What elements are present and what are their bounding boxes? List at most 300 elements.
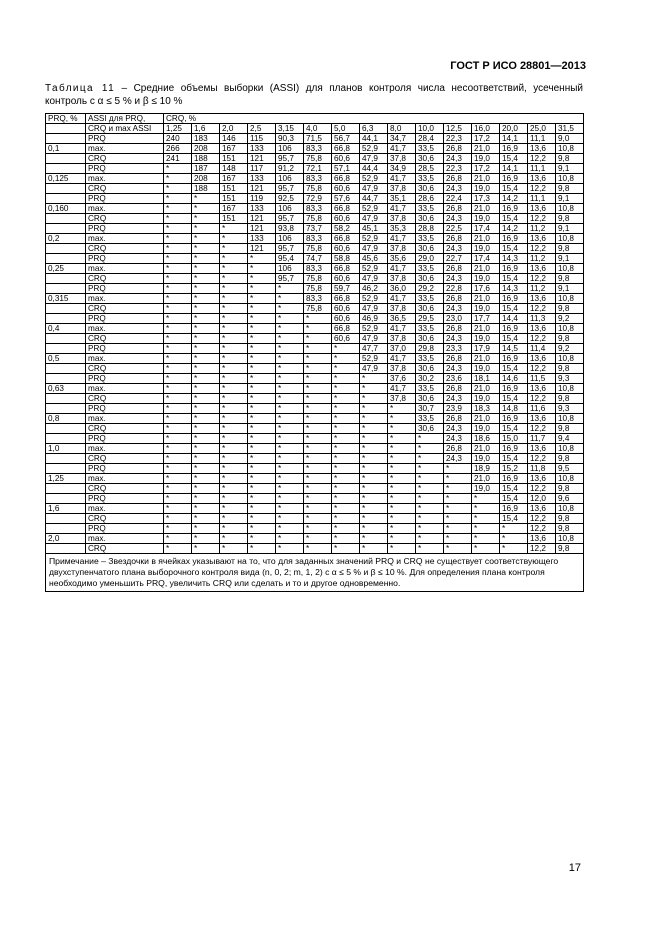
table-cell-value: 11,1 [528, 134, 556, 144]
table-cell-value: 95,7 [276, 184, 304, 194]
header-crq-value: 12,5 [444, 124, 472, 134]
table-cell-value: * [220, 394, 248, 404]
table-row [46, 494, 584, 504]
table-cell-empty [46, 454, 86, 464]
table-cell-value: 37,8 [388, 244, 416, 254]
table-cell-value: 15,4 [500, 334, 528, 344]
table-cell-value: * [220, 244, 248, 254]
table-cell-value: * [332, 474, 360, 484]
table-cell-value: * [332, 524, 360, 534]
table-cell-value: 11,1 [528, 164, 556, 174]
table-cell-value: 26,8 [444, 174, 472, 184]
table-cell-value: 57,6 [332, 194, 360, 204]
table-cell-value: 22,5 [444, 224, 472, 234]
table-cell-value: 10,8 [556, 534, 584, 544]
table-cell-value: * [164, 534, 192, 544]
table-cell-value: 241 [164, 154, 192, 164]
table-cell-value: 33,5 [416, 264, 444, 274]
table-cell-value: * [388, 504, 416, 514]
table-cell-value: * [164, 354, 192, 364]
table-cell-value: * [360, 394, 388, 404]
table-cell-empty [46, 214, 86, 224]
table-cell-row-label: PRQ [86, 314, 164, 324]
table-cell-prq: 0,8 [46, 414, 86, 424]
table-cell-value: * [360, 504, 388, 514]
table-cell-prq: 0,125 [46, 174, 86, 184]
table-cell-value: 95,4 [276, 254, 304, 264]
table-cell-value: 23,6 [444, 374, 472, 384]
table-cell-value: * [220, 544, 248, 554]
table-cell-value: 30,6 [416, 304, 444, 314]
table-cell-value: * [248, 514, 276, 524]
table-cell-value: * [276, 494, 304, 504]
table-cell-value: 95,7 [276, 244, 304, 254]
table-cell-value: * [360, 494, 388, 504]
table-cell-value: * [360, 454, 388, 464]
table-cell-value: 17,4 [472, 254, 500, 264]
table-cell-row-label: PRQ [86, 494, 164, 504]
table-cell-empty [46, 304, 86, 314]
table-cell-value: 12,2 [528, 484, 556, 494]
table-cell-value: * [220, 284, 248, 294]
table-cell-value: * [276, 544, 304, 554]
table-cell-value: * [276, 464, 304, 474]
table-cell-value: 16,9 [500, 264, 528, 274]
table-cell-row-label: max. [86, 384, 164, 394]
table-cell-value: 12,2 [528, 184, 556, 194]
table-cell-value: * [248, 264, 276, 274]
table-cell-value: 26,8 [444, 444, 472, 454]
table-cell-value: * [164, 364, 192, 374]
table-cell-value: * [472, 534, 500, 544]
table-cell-value: 19,0 [472, 184, 500, 194]
table-cell-value: 28,4 [416, 134, 444, 144]
table-cell-value: 44,1 [360, 134, 388, 144]
table-cell-value: * [332, 544, 360, 554]
table-cell-value: * [304, 334, 332, 344]
table-cell-value: * [248, 534, 276, 544]
header-crq-group: CRQ, % [164, 114, 584, 124]
table-cell-row-label: max. [86, 474, 164, 484]
table-cell-value: 75,8 [304, 244, 332, 254]
table-cell-value: 37,0 [388, 344, 416, 354]
table-cell-value: * [332, 354, 360, 364]
table-cell-value: 188 [192, 184, 220, 194]
table-cell-value: 10,8 [556, 384, 584, 394]
table-row [46, 354, 584, 364]
table-cell-value: * [220, 344, 248, 354]
table-cell-value: * [332, 444, 360, 454]
table-cell-value: 26,8 [444, 414, 472, 424]
table-cell-value: * [248, 324, 276, 334]
table-cell-value: * [416, 454, 444, 464]
table-caption-text: – Средние объемы выборки (ASSI) для планов контроля числа несоответствий, усеченный контроль с α ≤ 5 % и β ≤ 10 % [45, 83, 584, 107]
table-cell-value: 17,3 [472, 194, 500, 204]
table-cell-value: * [192, 244, 220, 254]
table-cell-value: * [500, 524, 528, 534]
table-cell-value: 35,1 [388, 194, 416, 204]
table-cell-row-label: max. [86, 414, 164, 424]
table-cell-row-label: PRQ [86, 374, 164, 384]
table-cell-value: 10,8 [556, 264, 584, 274]
table-cell-value: * [332, 424, 360, 434]
table-cell-value: * [220, 504, 248, 514]
table-cell-value: 30,6 [416, 424, 444, 434]
table-cell-value: * [388, 544, 416, 554]
table-cell-empty [46, 484, 86, 494]
table-cell-value: * [332, 434, 360, 444]
table-cell-row-label: CRQ [86, 184, 164, 194]
table-cell-empty [46, 544, 86, 554]
table-cell-value: * [304, 374, 332, 384]
table-cell-value: * [472, 494, 500, 504]
table-cell-value: 9,8 [556, 524, 584, 534]
table-cell-value: 167 [220, 174, 248, 184]
table-cell-value: 28,6 [416, 194, 444, 204]
table-cell-empty [46, 284, 86, 294]
header-crq-value: 6,3 [360, 124, 388, 134]
table-cell-value: 167 [220, 144, 248, 154]
table-cell-value: * [192, 534, 220, 544]
header-empty-cell [46, 124, 86, 134]
table-cell-empty [46, 224, 86, 234]
table-cell-value: * [248, 444, 276, 454]
table-cell-value: * [332, 384, 360, 394]
table-cell-value: 15,4 [500, 274, 528, 284]
table-cell-value: * [304, 494, 332, 504]
table-cell-value: 9,1 [556, 194, 584, 204]
table-cell-value: 10,8 [556, 354, 584, 364]
table-cell-empty [46, 344, 86, 354]
table-cell-value: 15,0 [500, 434, 528, 444]
page-number: 17 [568, 862, 581, 874]
table-cell-value: 83,3 [304, 204, 332, 214]
table-cell-value: * [192, 204, 220, 214]
table-cell-value: * [444, 494, 472, 504]
table-cell-value: 75,8 [304, 184, 332, 194]
table-cell-value: 106 [276, 174, 304, 184]
table-cell-value: 14,2 [500, 224, 528, 234]
table-cell-value: 17,2 [472, 164, 500, 174]
table-cell-value: 30,6 [416, 154, 444, 164]
table-cell-value: 21,0 [472, 234, 500, 244]
table-row [46, 424, 584, 434]
table-cell-value: * [388, 444, 416, 454]
table-cell-value: 95,7 [276, 274, 304, 284]
table-cell-value: 13,6 [528, 474, 556, 484]
table-cell-value: * [332, 494, 360, 504]
table-cell-value: 24,3 [444, 154, 472, 164]
table-cell-value: * [276, 414, 304, 424]
table-cell-value: 16,9 [500, 474, 528, 484]
table-cell-value: 12,2 [528, 304, 556, 314]
table-cell-value: 83,3 [304, 174, 332, 184]
table-cell-value: * [276, 424, 304, 434]
table-cell-value: * [220, 474, 248, 484]
table-cell-value: 10,8 [556, 444, 584, 454]
table-caption-label: Таблица 11 [45, 83, 116, 94]
table-cell-value: 41,7 [388, 324, 416, 334]
table-cell-value: 13,6 [528, 354, 556, 364]
table-cell-value: * [164, 204, 192, 214]
table-cell-value: 9,6 [556, 494, 584, 504]
table-cell-value: 47,9 [360, 304, 388, 314]
table-cell-value: 16,9 [500, 324, 528, 334]
table-cell-value: 121 [248, 184, 276, 194]
table-cell-value: 19,0 [472, 274, 500, 284]
table-cell-value: 47,9 [360, 154, 388, 164]
table-cell-value: * [164, 174, 192, 184]
table-row [46, 444, 584, 454]
table-cell-value: * [192, 214, 220, 224]
table-cell-value: * [416, 474, 444, 484]
table-cell-value: 66,8 [332, 174, 360, 184]
table-cell-value: 21,0 [472, 384, 500, 394]
table-cell-value: 133 [248, 174, 276, 184]
table-cell-row-label: CRQ [86, 154, 164, 164]
table-cell-value: 30,6 [416, 394, 444, 404]
table-cell-prq: 1,0 [46, 444, 86, 454]
table-cell-value: * [220, 404, 248, 414]
table-cell-value: 24,3 [444, 244, 472, 254]
table-cell-value: 24,3 [444, 214, 472, 224]
table-cell-empty [46, 494, 86, 504]
table-cell-value: 90,3 [276, 134, 304, 144]
table-cell-value: 121 [248, 214, 276, 224]
table-cell-value: 60,6 [332, 154, 360, 164]
table-cell-value: 57,1 [332, 164, 360, 174]
table-cell-value: * [192, 344, 220, 354]
table-cell-value: 75,8 [304, 214, 332, 224]
table-cell-value: 19,0 [472, 154, 500, 164]
table-cell-value: 29,2 [416, 284, 444, 294]
table-cell-value: 12,2 [528, 364, 556, 374]
table-cell-value: 29,8 [416, 344, 444, 354]
table-cell-value: * [164, 254, 192, 264]
table-cell-row-label: max. [86, 294, 164, 304]
table-cell-value: 117 [248, 164, 276, 174]
table-cell-value: 17,6 [472, 284, 500, 294]
table-cell-prq: 0,160 [46, 204, 86, 214]
table-cell-row-label: max. [86, 504, 164, 514]
table-cell-value: 37,8 [388, 364, 416, 374]
table-cell-value: 19,0 [472, 304, 500, 314]
table-cell-value: 24,3 [444, 274, 472, 284]
table-cell-value: 9,2 [556, 314, 584, 324]
table-cell-value: 26,8 [444, 324, 472, 334]
table-cell-value: * [192, 334, 220, 344]
table-cell-value: 46,9 [360, 314, 388, 324]
table-cell-value: * [304, 404, 332, 414]
table-cell-value: * [220, 224, 248, 234]
table-cell-value: * [192, 374, 220, 384]
table-cell-value: 26,8 [444, 384, 472, 394]
table-cell-value: 41,7 [388, 384, 416, 394]
table-cell-value: * [192, 424, 220, 434]
table-cell-value: * [276, 434, 304, 444]
table-cell-value: * [304, 354, 332, 364]
table-cell-value: 30,6 [416, 214, 444, 224]
table-cell-value: 15,2 [500, 464, 528, 474]
table-cell-value: * [192, 414, 220, 424]
table-cell-value: 74,7 [304, 254, 332, 264]
table-note: Примечание – Звездочки в ячейках указывают на то, что для заданных значений PRQ и CRQ не существует соответствующего двухступенчатого плана выборочного контроля вида (n, 0, 2; m, 1, 2) с α ≤ 5 % и β ≤ 10 %. Для определения плана контроля необходимо уменьшить PRQ, увеличить CRQ или сделать и то и другое одновременно. [46, 554, 584, 592]
table-row [46, 234, 584, 244]
table-header-row-1 [46, 114, 584, 124]
table-cell-value: 9,3 [556, 404, 584, 414]
table-cell-value: 15,4 [500, 364, 528, 374]
table-row [46, 294, 584, 304]
table-cell-value: 14,1 [500, 134, 528, 144]
table-cell-value: 22,3 [444, 164, 472, 174]
table-cell-value: * [360, 444, 388, 454]
table-cell-value: * [248, 344, 276, 354]
table-cell-value: * [164, 224, 192, 234]
table-cell-value: * [220, 234, 248, 244]
table-row [46, 484, 584, 494]
table-cell-row-label: max. [86, 534, 164, 544]
table-cell-value: 30,6 [416, 364, 444, 374]
table-cell-value: * [276, 454, 304, 464]
table-cell-value: 60,6 [332, 184, 360, 194]
table-cell-value: * [248, 504, 276, 514]
table-cell-value: * [472, 514, 500, 524]
table-cell-value: * [220, 364, 248, 374]
table-cell-value: * [332, 374, 360, 384]
table-row [46, 264, 584, 274]
table-cell-value: 95,7 [276, 214, 304, 224]
table-row [46, 474, 584, 484]
table-cell-value: 16,9 [500, 204, 528, 214]
table-cell-value: 52,9 [360, 234, 388, 244]
table-cell-value: 26,8 [444, 204, 472, 214]
table-cell-value: 9,1 [556, 224, 584, 234]
table-cell-row-label: PRQ [86, 134, 164, 144]
table-cell-value: * [192, 354, 220, 364]
table-cell-value: 12,2 [528, 524, 556, 534]
table-cell-value: * [416, 464, 444, 474]
table-cell-value: 11,1 [528, 194, 556, 204]
table-cell-value: 21,0 [472, 144, 500, 154]
table-cell-value: 75,8 [304, 304, 332, 314]
table-cell-value: * [276, 474, 304, 484]
table-row [46, 454, 584, 464]
table-row [46, 164, 584, 174]
table-cell-value: * [304, 454, 332, 464]
table-cell-value: 121 [248, 244, 276, 254]
table-cell-value: * [164, 234, 192, 244]
table-cell-value: * [472, 504, 500, 514]
table-cell-value: * [444, 464, 472, 474]
header-crq-value: 1,6 [192, 124, 220, 134]
table-cell-value: * [192, 284, 220, 294]
table-cell-value: 9,8 [556, 364, 584, 374]
table-cell-value: 16,9 [500, 144, 528, 154]
table-cell-value: 15,4 [500, 514, 528, 524]
table-cell-value: * [248, 384, 276, 394]
table-cell-value: * [164, 444, 192, 454]
table-cell-value: 19,0 [472, 214, 500, 224]
table-cell-value: 21,0 [472, 474, 500, 484]
table-cell-value: 133 [248, 234, 276, 244]
table-cell-value: 151 [220, 194, 248, 204]
table-cell-value: * [276, 304, 304, 314]
table-cell-row-label: PRQ [86, 194, 164, 204]
table-cell-value: 11,6 [528, 404, 556, 414]
table-cell-value: 41,7 [388, 204, 416, 214]
table-cell-value: 72,9 [304, 194, 332, 204]
table-cell-value: 16,9 [500, 354, 528, 364]
table-cell-value: * [360, 464, 388, 474]
table-cell-value: * [360, 434, 388, 444]
table-cell-value: 58,2 [332, 224, 360, 234]
table-cell-value: 56,7 [332, 134, 360, 144]
table-cell-value: 17,9 [472, 344, 500, 354]
table-cell-value: 91,2 [276, 164, 304, 174]
table-cell-value: 9,2 [556, 344, 584, 354]
table-cell-value: * [416, 494, 444, 504]
table-cell-value: * [220, 434, 248, 444]
table-cell-value: 24,3 [444, 394, 472, 404]
table-cell-value: 13,6 [528, 504, 556, 514]
table-cell-value: 60,6 [332, 274, 360, 284]
table-cell-value: * [276, 374, 304, 384]
table-cell-value: * [388, 414, 416, 424]
table-cell-value: * [444, 504, 472, 514]
table-row [46, 434, 584, 444]
header-crq-value: 31,5 [556, 124, 584, 134]
table-cell-value: 26,8 [444, 354, 472, 364]
table-row [46, 504, 584, 514]
table-cell-value: 26,8 [444, 144, 472, 154]
table-cell-value: * [276, 514, 304, 524]
header-crq-value: 2,5 [248, 124, 276, 134]
assi-table [45, 113, 584, 592]
table-row [46, 394, 584, 404]
table-cell-value: * [164, 514, 192, 524]
table-cell-value: 10,8 [556, 204, 584, 214]
table-cell-value: * [304, 474, 332, 484]
table-cell-value: * [276, 384, 304, 394]
table-cell-value: 30,2 [416, 374, 444, 384]
table-cell-value: * [220, 254, 248, 264]
table-cell-value: * [248, 434, 276, 444]
table-cell-value: * [444, 544, 472, 554]
table-cell-value: * [304, 514, 332, 524]
table-cell-value: 9,8 [556, 514, 584, 524]
table-cell-value: 14,4 [500, 314, 528, 324]
table-cell-value: 9,8 [556, 304, 584, 314]
table-cell-value: * [332, 454, 360, 464]
table-cell-value: 30,6 [416, 274, 444, 284]
table-cell-value: 187 [192, 164, 220, 174]
table-cell-value: 13,6 [528, 144, 556, 154]
table-cell-value: 19,0 [472, 334, 500, 344]
table-cell-value: 34,9 [388, 164, 416, 174]
table-cell-value: 240 [164, 134, 192, 144]
table-cell-value: 208 [192, 174, 220, 184]
table-cell-row-label: max. [86, 234, 164, 244]
table-cell-value: * [444, 514, 472, 524]
table-cell-value: 9,8 [556, 244, 584, 254]
table-header-row-2 [46, 124, 584, 134]
table-cell-value: * [220, 294, 248, 304]
table-cell-value: 83,3 [304, 234, 332, 244]
table-row [46, 204, 584, 214]
table-cell-value: 9,8 [556, 394, 584, 404]
table-cell-value: 21,0 [472, 294, 500, 304]
table-cell-value: * [332, 394, 360, 404]
